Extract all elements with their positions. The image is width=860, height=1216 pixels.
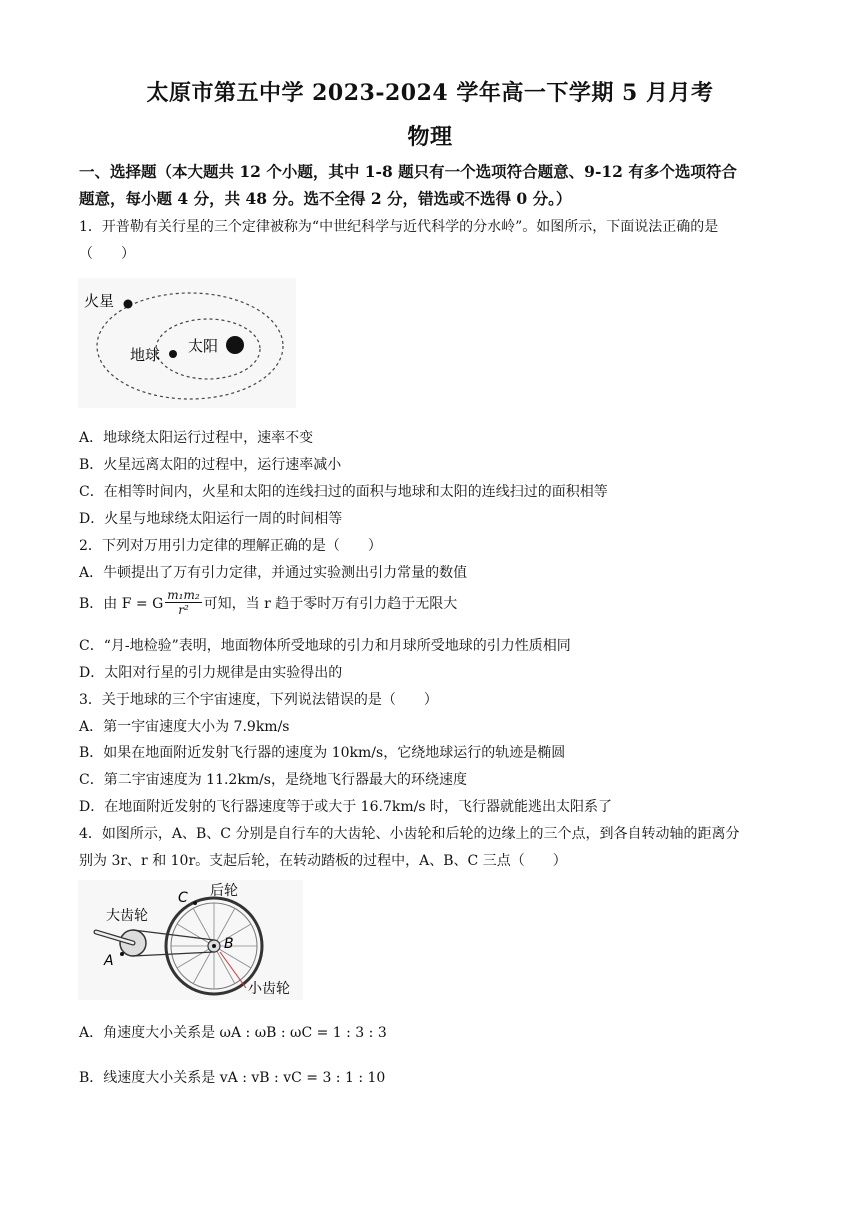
q4-option-b: B．线速度大小关系是 vA : vB : vC = 3 : 1 : 10: [79, 1070, 386, 1086]
fraction-denominator: r²: [178, 603, 189, 617]
q2-option-b: [79, 588, 457, 617]
point-b-icon: [212, 944, 216, 948]
q2-option-b-prefix: B．由 F = G: [79, 595, 164, 612]
fig-label-rear-wheel: 后轮: [210, 883, 238, 899]
fig-label-a: A: [104, 953, 114, 969]
fig-label-b: B: [224, 936, 234, 952]
q2-option-a: A．牛顿提出了万有引力定律，并通过实验测出引力常量的数值: [79, 565, 468, 581]
q3-option-c: C．第二宇宙速度为 11.2km/s，是绕地飞行器最大的环绕速度: [79, 772, 467, 788]
fig-label-big-gear: 大齿轮: [106, 908, 148, 924]
fig-label-small-gear: 小齿轮: [248, 981, 290, 997]
fig-label-c: C: [178, 890, 188, 906]
point-a-icon: [120, 952, 124, 956]
q1-option-a: A．地球绕太阳运行过程中，速率不变: [79, 430, 314, 446]
section-heading-line2: 题意，每小题 4 分，共 48 分。选不全得 2 分，错选或不选得 0 分。）: [79, 189, 572, 208]
point-c-icon: [193, 901, 197, 905]
q4-stem-line1: 4．如图所示，A、B、C 分别是自行车的大齿轮、小齿轮和后轮的边缘上的三个点，到各自转动轴的距离分: [79, 826, 740, 842]
q2-stem: 2．下列对万用引力定律的理解正确的是（ ）: [79, 538, 382, 554]
exam-title: 太原市第五中学 2023-2024 学年高一下学期 5 月月考: [146, 80, 714, 106]
q1-option-d: D．火星与地球绕太阳运行一周的时间相等: [79, 511, 343, 527]
q2-option-b-suffix: 可知，当 r 趋于零时万有引力趋于无限大: [203, 595, 458, 612]
section-heading-line1: 一、选择题（本大题共 12 个小题，其中 1-8 题只有一个选项符合题意、9-12 有多个选项符合: [79, 162, 737, 181]
sun-icon: [226, 336, 244, 354]
q4-bicycle-figure: [78, 880, 303, 1000]
q3-option-b: B．如果在地面附近发射飞行器的速度为 10km/s，它绕地球运行的轨迹是椭圆: [79, 745, 566, 761]
q3-option-d: D．在地面附近发射的飞行器速度等于或大于 16.7km/s 时，飞行器就能逃出太阳系了: [79, 799, 612, 815]
gravity-fraction: [165, 588, 201, 617]
q1-option-b: B．火星远离太阳的过程中，运行速率减小: [79, 457, 342, 473]
q4-option-a: A．角速度大小关系是 ωA : ωB : ωC = 1 : 3 : 3: [79, 1025, 387, 1041]
fraction-numerator: m₁m₂: [167, 588, 200, 602]
q3-stem: 3．关于地球的三个宇宙速度，下列说法错误的是（ ）: [79, 692, 438, 708]
q3-option-a: A．第一宇宙速度大小为 7.9km/s: [79, 719, 290, 735]
fig-label-sun: 太阳: [188, 337, 219, 355]
q1-stem-line1: 1．开普勒有关行星的三个定律被称为“中世纪科学与近代科学的分水岭”。如图所示，下面说法正确的是: [79, 219, 719, 235]
earth-icon: [169, 350, 177, 358]
subject-title: 物理: [407, 124, 453, 150]
fig-label-mars: 火星: [84, 292, 115, 310]
fig-label-earth: 地球: [130, 346, 161, 364]
q1-stem-line2: （ ）: [79, 246, 135, 262]
q4-stem-line2: 别为 3r、r 和 10r。支起后轮，在转动踏板的过程中，A、B、C 三点（ ）: [79, 853, 567, 869]
q2-option-d: D．太阳对行星的引力规律是由实验得出的: [79, 665, 343, 681]
q1-option-c: C．在相等时间内，火星和太阳的连线扫过的面积与地球和太阳的连线扫过的面积相等: [79, 484, 608, 500]
q2-option-c: C．“月-地检验”表明，地面物体所受地球的引力和月球所受地球的引力性质相同: [79, 638, 571, 654]
mars-icon: [124, 300, 133, 309]
q1-orbit-figure: [78, 278, 296, 408]
